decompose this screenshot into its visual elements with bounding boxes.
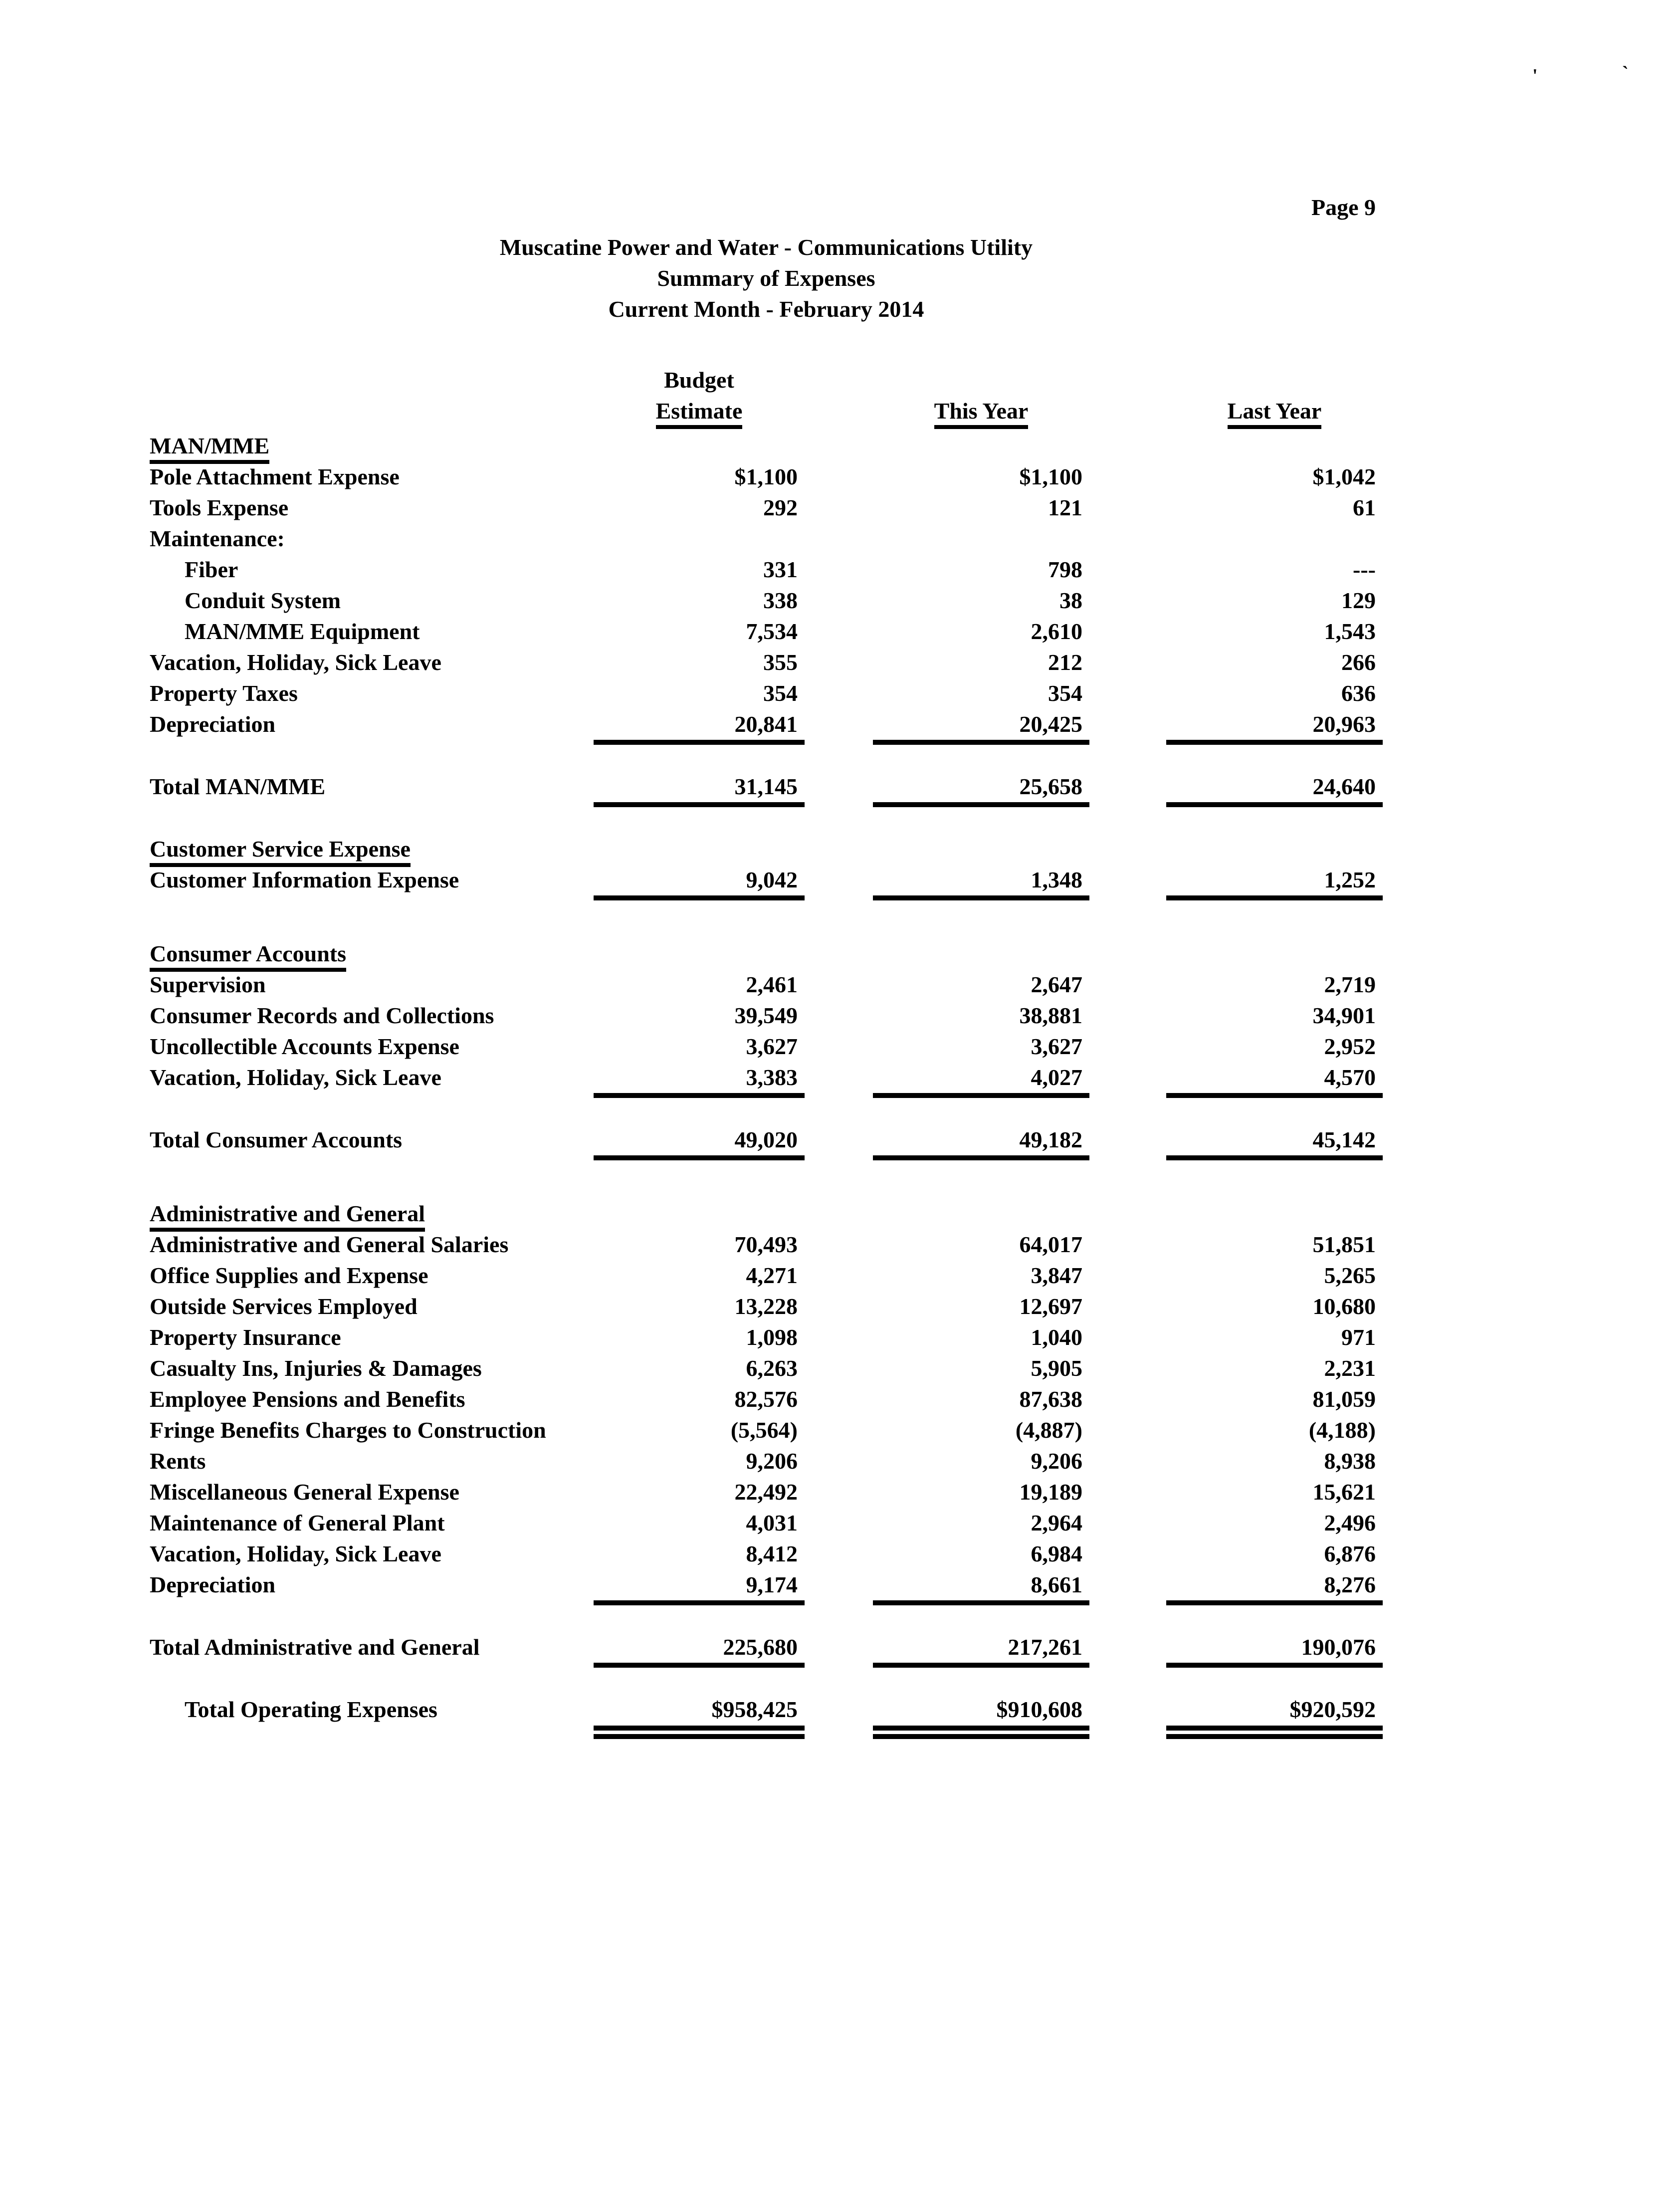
this-year-value: 3,847 [1031,1263,1082,1288]
row-label: Conduit System [185,588,341,613]
this-year-value: 2,610 [1031,619,1082,644]
row-label: Property Insurance [150,1324,341,1350]
this-year-value: 20,425 [873,709,1089,740]
last-year-value: 5,265 [1324,1263,1376,1288]
table-row [150,1062,1383,1093]
budget-estimate-value: 70,493 [734,1232,798,1257]
this-year-total: 217,261 [873,1632,1089,1663]
budget-estimate-value: 22,492 [734,1479,798,1505]
last-year-value: 20,963 [1166,709,1383,740]
last-year-value: 10,680 [1312,1294,1376,1319]
section-heading-label: Administrative and General [150,1201,425,1232]
section-heading-customer-service [150,834,1383,865]
budget-estimate-value: 9,174 [594,1569,805,1600]
budget-estimate-value: 1,098 [746,1324,798,1350]
col-header-this-year: This Year [873,396,1089,429]
row-label: Depreciation [150,1572,276,1597]
row-label: Customer Information Expense [150,867,459,892]
this-year-value: (4,887) [1015,1417,1082,1443]
last-year-value: 129 [1341,588,1376,613]
last-year-total: 45,142 [1166,1124,1383,1155]
row-label: Vacation, Holiday, Sick Leave [150,1541,441,1566]
last-year-value: 2,719 [1324,972,1376,997]
table-row [150,647,1383,678]
budget-estimate-value: 338 [763,588,798,613]
table-row [150,1446,1383,1477]
last-year-grand-total: $920,592 [1166,1694,1383,1725]
last-year-total: 24,640 [1166,771,1383,802]
total-label: Total MAN/MME [150,774,326,799]
this-year-value: 8,661 [873,1569,1089,1600]
section-heading-man-mme [150,431,1383,461]
budget-estimate-value: 4,271 [746,1263,798,1288]
last-year-value [1166,523,1383,554]
row-label: Supervision [150,972,266,997]
this-year-value: 5,905 [1031,1355,1082,1381]
table-row [150,969,1383,1000]
row-label: Consumer Records and Collections [150,1003,494,1028]
row-label: Administrative and General Salaries [150,1232,509,1257]
row-label: Fringe Benefits Charges to Construction [150,1417,546,1443]
col-header-last-year: Last Year [1166,396,1383,429]
column-header-row [150,396,1383,427]
budget-estimate-value: 9,206 [746,1448,798,1474]
last-year-value: 2,952 [1324,1034,1376,1059]
table-row [150,554,1383,585]
this-year-value: 19,189 [1019,1479,1082,1505]
table-row [150,1031,1383,1062]
table-row [150,1322,1383,1353]
col-header-estimate: Estimate [594,396,805,429]
table-row [150,1415,1383,1446]
section-heading-label: Consumer Accounts [150,941,346,972]
row-label: Vacation, Holiday, Sick Leave [150,650,441,675]
last-year-value: 6,876 [1324,1541,1376,1566]
budget-estimate-value [594,523,805,554]
row-label: Fiber [185,557,238,582]
this-year-grand-total: $910,608 [873,1694,1089,1725]
row-label: Outside Services Employed [150,1294,418,1319]
table-row [150,616,1383,647]
table-row [150,492,1383,523]
last-year-value: 971 [1341,1324,1376,1350]
section-heading-admin-general [150,1198,1383,1229]
budget-estimate-value: 2,461 [746,972,798,997]
budget-estimate-value: 3,383 [594,1062,805,1093]
this-year-value: 64,017 [1019,1232,1082,1257]
last-year-total: 190,076 [1166,1632,1383,1663]
table-row [150,1384,1383,1415]
budget-estimate-value: 8,412 [746,1541,798,1566]
last-year-value: 8,276 [1166,1569,1383,1600]
table-row [150,1260,1383,1291]
report-subtitle: Summary of Expenses [657,265,875,291]
table-row [150,1569,1383,1600]
section-heading-label: Customer Service Expense [150,836,411,867]
report-period: Current Month - February 2014 [608,296,924,322]
row-label: Rents [150,1448,206,1474]
this-year-total: 49,182 [873,1124,1089,1155]
this-year-value: 1,040 [1031,1324,1082,1350]
budget-estimate-grand-total: $958,425 [594,1694,805,1725]
budget-estimate-value: 354 [763,680,798,706]
last-year-value: 8,938 [1324,1448,1376,1474]
grand-total-row [150,1694,1383,1725]
table-row [150,1538,1383,1569]
this-year-value: 1,348 [873,865,1089,895]
this-year-value: 38,881 [1019,1003,1082,1028]
budget-estimate-value: 39,549 [734,1003,798,1028]
col-header-budget: Budget [664,367,734,393]
row-label: Miscellaneous General Expense [150,1479,459,1505]
last-year-value: 1,543 [1324,619,1376,644]
report-body [150,192,1383,1725]
row-label: Tools Expense [150,495,289,520]
table-row [150,585,1383,616]
section-total-row [150,771,1383,802]
this-year-value: 2,964 [1031,1510,1082,1535]
row-label: Casualty Ins, Injuries & Damages [150,1355,482,1381]
this-year-value: 2,647 [1031,972,1082,997]
table-row [150,1508,1383,1538]
budget-estimate-value: 355 [763,650,798,675]
section-heading-consumer-accounts [150,938,1383,969]
last-year-value: 15,621 [1312,1479,1376,1505]
ink-speck: ` [1622,63,1629,84]
table-row [150,1477,1383,1508]
this-year-value: 6,984 [1031,1541,1082,1566]
this-year-value [873,523,1089,554]
table-row [150,1229,1383,1260]
budget-estimate-total: 49,020 [594,1124,805,1155]
row-label: Maintenance: [150,526,285,551]
table-row [150,678,1383,709]
last-year-value: 636 [1341,680,1376,706]
last-year-value: 51,851 [1312,1232,1376,1257]
table-row [150,1000,1383,1031]
table-row [150,865,1383,895]
last-year-value: 81,059 [1312,1386,1376,1412]
budget-estimate-total: 31,145 [594,771,805,802]
budget-estimate-value: 7,534 [746,619,798,644]
row-label: Office Supplies and Expense [150,1263,428,1288]
row-label: Maintenance of General Plant [150,1510,445,1535]
row-label: Uncollectible Accounts Expense [150,1034,459,1059]
last-year-value: 2,496 [1324,1510,1376,1535]
row-label: Property Taxes [150,680,298,706]
last-year-value: 4,570 [1166,1062,1383,1093]
this-year-value: $1,100 [1019,464,1082,489]
this-year-value: 3,627 [1031,1034,1082,1059]
this-year-value: 354 [1048,680,1082,706]
last-year-value: --- [1353,557,1376,582]
row-label: Employee Pensions and Benefits [150,1386,465,1412]
budget-estimate-value: 9,042 [594,865,805,895]
budget-estimate-value: 3,627 [746,1034,798,1059]
this-year-value: 87,638 [1019,1386,1082,1412]
last-year-value: (4,188) [1308,1417,1376,1443]
budget-estimate-value: 82,576 [734,1386,798,1412]
table-row [150,1353,1383,1384]
last-year-value: 1,252 [1166,865,1383,895]
last-year-value: 266 [1341,650,1376,675]
this-year-total: 25,658 [873,771,1089,802]
budget-estimate-value: 6,263 [746,1355,798,1381]
this-year-value: 121 [1048,495,1082,520]
column-header-row-top [150,365,1383,396]
total-label: Total Administrative and General [150,1634,480,1660]
row-label: MAN/MME Equipment [185,619,420,644]
budget-estimate-value: 20,841 [594,709,805,740]
row-label: Depreciation [150,711,276,737]
total-label: Total Consumer Accounts [150,1127,403,1152]
table-row [150,523,1383,554]
report-title: Muscatine Power and Water - Communications Utility [499,234,1033,260]
ink-speck: ' [1532,65,1538,86]
section-total-row [150,1632,1383,1663]
budget-estimate-total: 225,680 [594,1632,805,1663]
table-row [150,461,1383,492]
table-row [150,1291,1383,1322]
budget-estimate-value: $1,100 [734,464,798,489]
last-year-value: 34,901 [1312,1003,1376,1028]
page-number: Page 9 [1311,195,1376,220]
this-year-value: 798 [1048,557,1082,582]
grand-total-label: Total Operating Expenses [185,1697,437,1722]
budget-estimate-value: 292 [763,495,798,520]
last-year-value: $1,042 [1312,464,1376,489]
budget-estimate-value: 4,031 [746,1510,798,1535]
last-year-value: 61 [1353,495,1376,520]
row-label: Pole Attachment Expense [150,464,400,489]
this-year-value: 212 [1048,650,1082,675]
section-total-row [150,1124,1383,1155]
table-row [150,709,1383,740]
budget-estimate-value: (5,564) [730,1417,798,1443]
budget-estimate-value: 331 [763,557,798,582]
this-year-value: 12,697 [1019,1294,1082,1319]
page-header-row [150,192,1383,223]
row-label: Vacation, Holiday, Sick Leave [150,1065,441,1090]
this-year-value: 9,206 [1031,1448,1082,1474]
this-year-value: 4,027 [873,1062,1089,1093]
this-year-value: 38 [1059,588,1082,613]
budget-estimate-value: 13,228 [734,1294,798,1319]
section-heading-label: MAN/MME [150,433,269,464]
last-year-value: 2,231 [1324,1355,1376,1381]
